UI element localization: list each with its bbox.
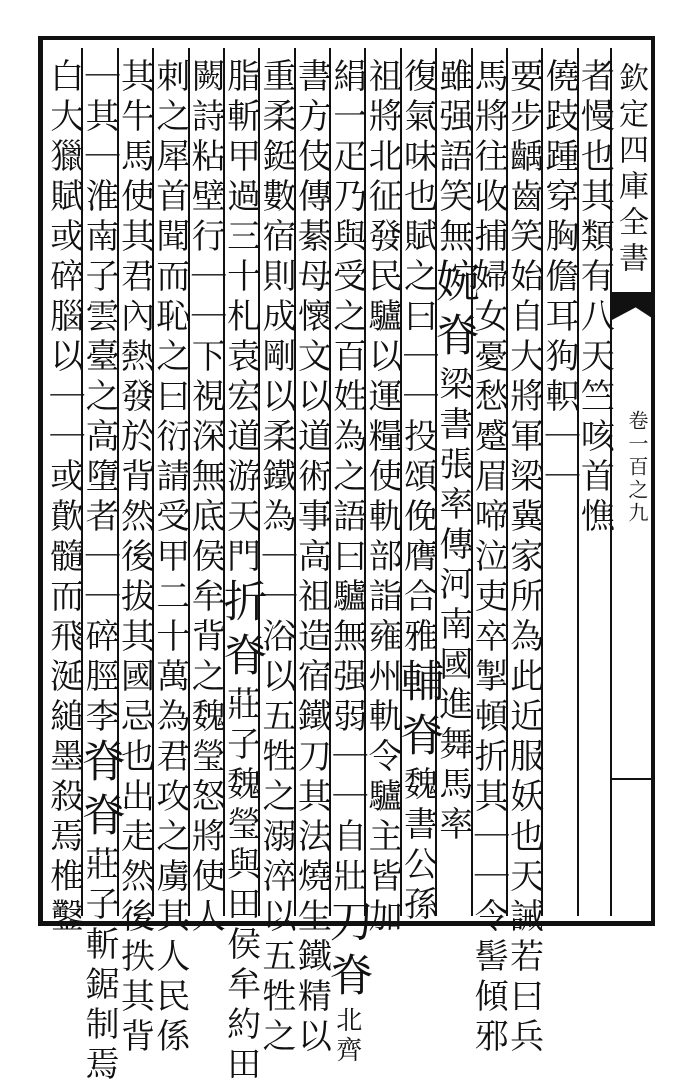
column-text: 復氣味也	[397, 58, 438, 218]
spine-divider	[612, 778, 655, 780]
headword: 脊脊	[74, 738, 126, 846]
column-text: 刺之犀首聞而恥之曰衍請受甲二十萬為君攻之虜其人民係	[149, 58, 190, 1058]
headword: 折脊	[215, 578, 267, 686]
column-text: 白大獵賦或碎腦以｜｜或歕髓而飛涎	[43, 58, 84, 698]
column-text: 北齊	[331, 1006, 362, 1066]
headword: 刀脊	[321, 898, 373, 1006]
column-text: 賦之曰｜｜投頌俛膺合雅	[397, 218, 438, 658]
spine-book-title: 欽定四庫全書	[613, 62, 648, 278]
column-text: 書方伎傳綦母懷文以道術事高祖造宿鐵刀其法燒生鐵精以	[291, 58, 332, 1058]
column-text: 僥跂踵穿胸儋耳狗軹｜｜	[538, 58, 579, 498]
column-text: 絹一疋乃與受之百姓為之語曰驢無强弱｜｜自壯	[326, 58, 367, 898]
column-text: 要步齲齒笑始自大將軍梁冀家所為此近服妖也天誡若曰兵	[503, 58, 544, 1058]
headword: 輔脊	[392, 658, 444, 766]
column-text: ｜其｜淮南子雲臺之高墮者｜｜碎脛李	[79, 58, 120, 738]
column-text: 馬將往收捕婦女憂愁蹙眉啼泣吏卒掣頓折其｜｜令髻傾邪	[468, 58, 509, 1058]
spine-volume-label: 卷一百之九	[625, 410, 649, 525]
column-text: 魏書公孫	[397, 766, 438, 926]
column-text: 侯牟背之魏瑩怒將使人	[185, 538, 226, 938]
column-text: 雖强語笑無	[432, 58, 473, 258]
column-text: 莊子魏瑩與田侯牟約田	[220, 686, 261, 1086]
column-text: 梁書張率傳河南國進舞馬率	[432, 366, 473, 846]
column-text: 闕詩粘壁行｜｜下視深無底	[185, 58, 226, 538]
column-text: 者慢也其類有八天竺咳首憔	[574, 58, 615, 538]
text-column	[42, 58, 86, 938]
headword: 婉脊	[427, 258, 479, 366]
column-text: 縋墨殺焉椎鑿	[43, 698, 84, 938]
column-text: 莊子斬鋸制焉	[79, 846, 120, 1086]
column-text: 其牛馬使其君內熱發於背然後拔其國忌也出走然後抶其背	[114, 58, 155, 1058]
column-text: 脂斬甲過三十札袁宏道游天門	[220, 58, 261, 578]
column-text: 祖將北征發民驢以運糧使軌部詣雍州軌令驢主皆加	[362, 58, 403, 938]
column-text: 重柔鋌數宿則成剛以柔鐵為｜｜浴以五牲之溺淬以五牲之	[255, 58, 296, 1058]
